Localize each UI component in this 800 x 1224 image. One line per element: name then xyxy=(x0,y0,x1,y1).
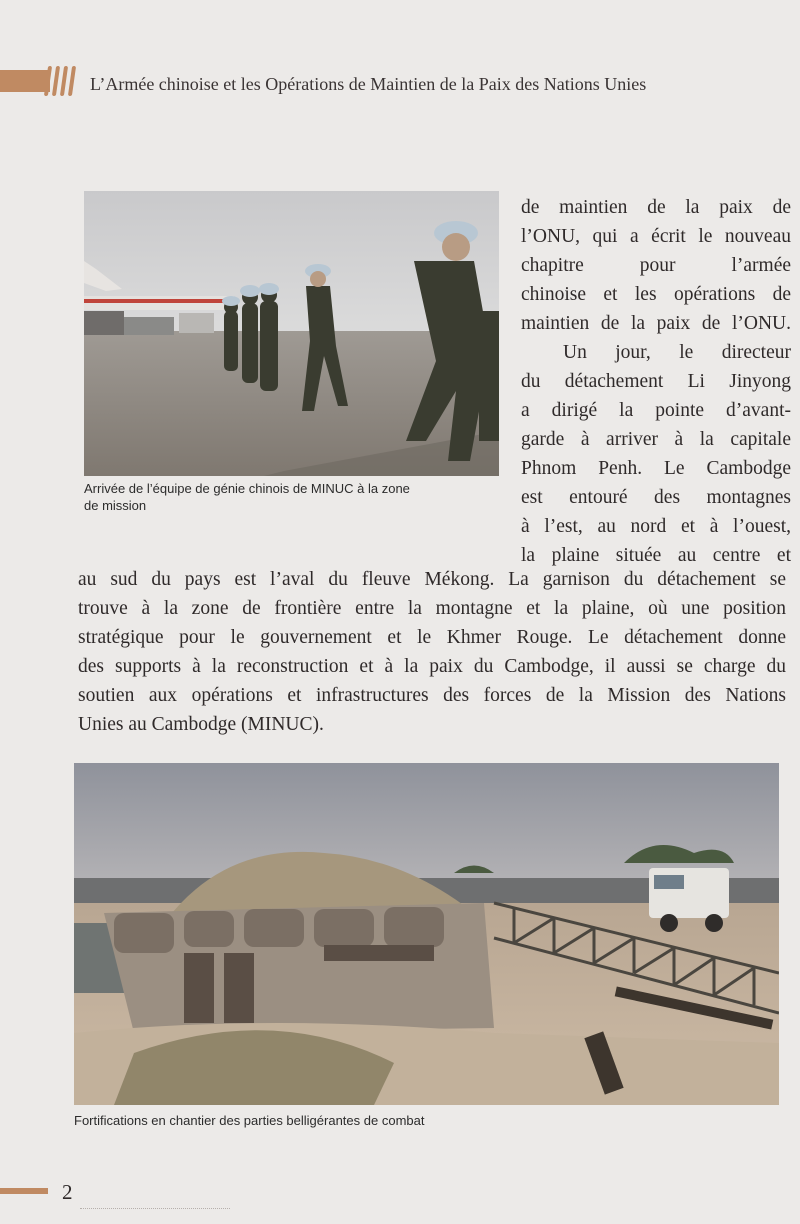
figure1-caption-line: de mission xyxy=(84,498,147,513)
footer-dotted-rule xyxy=(80,1208,230,1209)
text-line: garde à arriver à la capitale xyxy=(521,429,791,450)
text-line: de maintien de la paix de xyxy=(521,197,791,218)
text-line: au sud du pays est l’aval du fleuve Mékong. La garnison du détachement se xyxy=(78,569,786,590)
photo-fortifications-bridge xyxy=(74,763,779,1105)
text-line: maintien de la paix de l’ONU. xyxy=(521,313,791,334)
text-line: chinoise et les opérations de xyxy=(521,284,791,305)
photo-engineering-team-arrival xyxy=(84,191,499,476)
text-line: stratégique pour le gouvernement et le Khmer Rouge. Le détachement donne xyxy=(78,627,786,648)
figure1-caption-line: Arrivée de l’équipe de génie chinois de MINUC à la zone xyxy=(84,481,410,496)
header-stripes-ornament xyxy=(44,66,78,96)
text-line: l’ONU, qui a écrit le nouveau xyxy=(521,226,791,247)
figure1-caption xyxy=(84,480,504,514)
footer-accent-bar xyxy=(0,1188,48,1194)
page-number: 2 xyxy=(62,1180,73,1204)
text-line: Phnom Penh. Le Cambodge xyxy=(521,458,791,479)
text-line: chapitre pour l’armée xyxy=(521,255,791,276)
column-paragraph xyxy=(521,193,791,570)
text-line: Un jour, le directeur xyxy=(563,342,791,363)
header-accent-bar xyxy=(0,70,50,92)
text-line: du détachement Li Jinyong xyxy=(521,371,791,392)
text-line: trouve à la zone de frontière entre la montagne et la plaine, où une position xyxy=(78,598,786,619)
text-line: Unies au Cambodge (MINUC). xyxy=(78,714,324,735)
text-line: soutien aux opérations et infrastructures des forces de la Mission des Nations xyxy=(78,685,786,706)
text-line: la plaine située au centre et xyxy=(521,545,791,566)
full-width-paragraph xyxy=(78,565,786,739)
text-line: a dirigé la pointe d’avant- xyxy=(521,400,791,421)
text-line: est entouré des montagnes xyxy=(521,487,791,508)
figure2-caption: Fortifications en chantier des parties belligérantes de combat xyxy=(74,1113,425,1128)
text-line: à l’est, au nord et à l’ouest, xyxy=(521,516,791,537)
text-line: des supports à la reconstruction et à la paix du Cambodge, il aussi se charge du xyxy=(78,656,786,677)
running-header-title: L’Armée chinoise et les Opérations de Maintien de la Paix des Nations Unies xyxy=(90,74,647,94)
